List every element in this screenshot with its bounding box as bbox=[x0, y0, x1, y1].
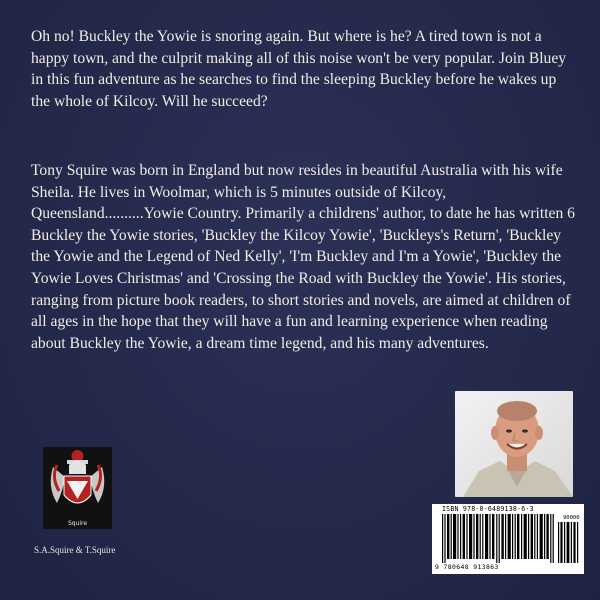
ean-digits: 9 780648 913863 bbox=[435, 563, 499, 571]
blurb-paragraph: Oh no! Buckley the Yowie is snoring again. But where is he? A tired town is not a happy town, and the culprit making all of this noise won't be very popular. Join Bluey in this fun adventure as he searches to find the sleeping Buckley before he wakes up the whole of Kilcoy. Will he succeed? bbox=[31, 28, 567, 110]
price-code: 90000 bbox=[563, 515, 580, 521]
family-crest bbox=[43, 447, 112, 529]
author-bio-paragraph: Tony Squire was born in England but now resides in beautiful Australia with his wife Sheila. He lives in Woolmar, which is 5 minutes outside of Kilcoy, Queensland..........Yowie Country. Primarily a childrens' author, to date he has written 6 Buckley the Yowie stories, 'Buckley the Kilcoy Yowie', 'Buckleys's Return', 'Buckley the Yowie and the Legend of Ned Kelly', 'I'm Buckley and I'm a Yowie', 'Buckley the Yowie Loves Christmas' and 'Crossing the Road with Buckley the Yowie'. His stories, ranging from picture book readers, to short stories and novels, are aimed at children of all ages in the hope that they will have a fun and learning experience when reading about Buckley the Yowie, a dream time legend, and his many adventures. bbox=[31, 162, 575, 352]
isbn-barcode bbox=[432, 504, 584, 574]
price-barcode-bars bbox=[558, 522, 580, 563]
barcode-bars bbox=[442, 514, 554, 563]
author-photo bbox=[455, 391, 573, 497]
isbn-text: ISBN 978-0-6489138-6-3 bbox=[442, 505, 534, 513]
crest-label: Squire bbox=[67, 520, 88, 527]
credit-line: S.A.Squire & T.Squire bbox=[34, 545, 116, 555]
